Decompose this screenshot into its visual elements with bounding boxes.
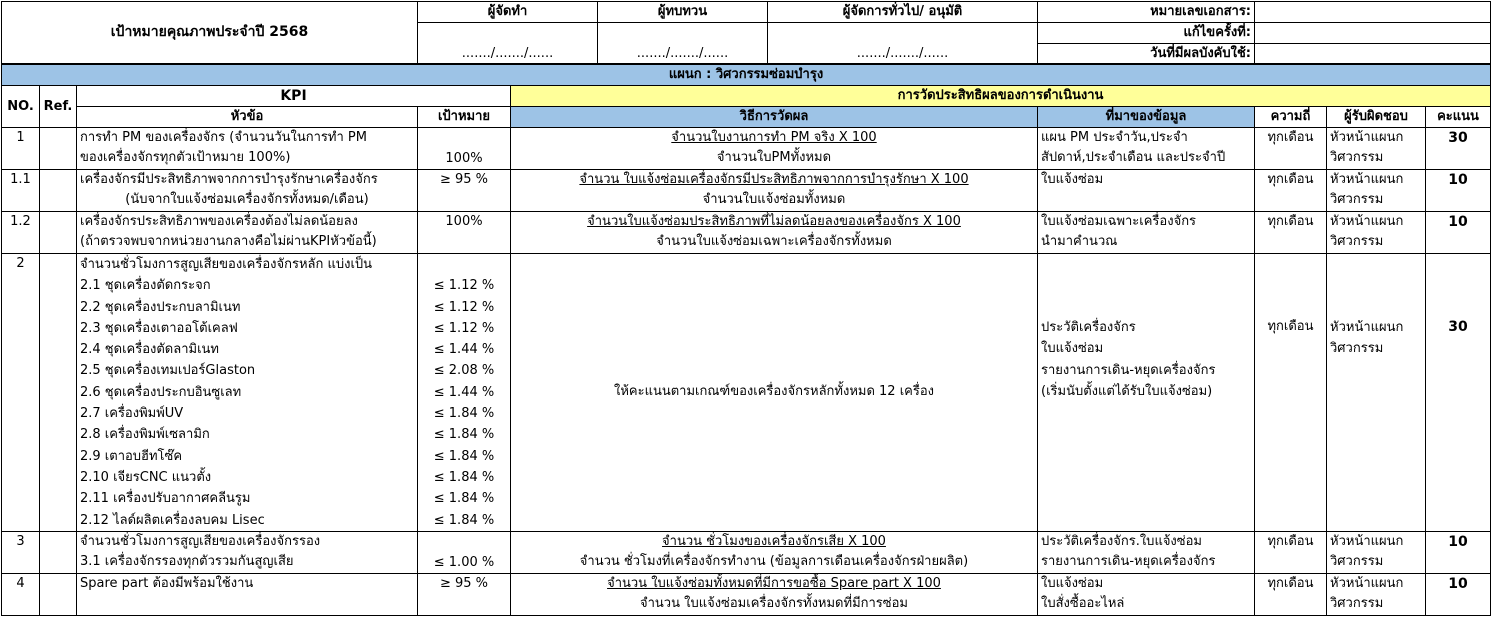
sub-item-label: 2.6 ชุดเครื่องประกบอินซูเลท <box>80 384 242 400</box>
row-score: 10 <box>1426 212 1491 254</box>
row-responsible: หัวหน้าแผนก วิศวกรรม <box>1327 531 1426 573</box>
sub-item-label: 2.8 เครื่องพิมพ์เซลามิก <box>80 427 210 443</box>
reviewed-by-label: ผู้ทบทวน <box>598 2 768 23</box>
sub-item-target: ≤ 1.12 % <box>433 320 495 336</box>
sub-item-target: ≤ 1.84 % <box>433 491 495 507</box>
row-method: จำนวน ใบแจ้งซ่อมเครื่องจักรมีประสิทธิภาพจากการบำรุงรักษา X 100 จำนวนใบแจ้งซ่อมทั้งหมด <box>511 170 1038 212</box>
row-score: 10 <box>1426 531 1491 573</box>
sub-item-label: 2.5 ชุดเครื่องเทมเปอร์Glaston <box>80 363 256 379</box>
sub-item-label: 2.3 ชุดเครื่องเตาออโต้เคลฟ <box>80 320 238 336</box>
row-responsible: หัวหน้าแผนก วิศวกรรม <box>1327 573 1426 615</box>
row-topic: เครื่องจักรมีประสิทธิภาพจากการบำรุงรักษาเครื่องจักร (นับจากใบแจ้งซ่อมเครื่องจักรทั้งหมด/เดือน) <box>77 170 418 212</box>
row-responsible: หัวหน้าแผนก วิศวกรรม <box>1327 254 1426 532</box>
table-row <box>2 573 1491 615</box>
sub-item-label: 2.1 ชุดเครื่องตัดกระจก <box>80 278 211 294</box>
row-method: จำนวน ชั่วโมงของเครื่องจักรเสีย X 100 จำนวน ชั่วโมงที่เครื่องจักรทำงาน (ข้อมูลการเดือนเครื่องจักรฝ่ายผลิต) <box>511 531 1038 573</box>
row-score: 10 <box>1426 573 1491 615</box>
row-source: ใบแจ้งซ่อมเฉพาะเครื่องจักร นำมาคำนวณ <box>1038 212 1255 254</box>
sub-item-target: ≤ 2.08 % <box>433 363 495 379</box>
row-source: ใบแจ้งซ่อม ใบสั่งซื้ออะไหล่ <box>1038 573 1255 615</box>
row-target: 100% <box>418 212 511 254</box>
row-frequency: ทุกเดือน <box>1255 254 1327 532</box>
col-frequency: ความถี่ <box>1255 107 1327 128</box>
kpi-table <box>1 64 1491 616</box>
department-banner: แผนก : วิศวกรรมซ่อมบำรุง <box>2 65 1491 86</box>
col-target: เป้าหมาย <box>418 107 511 128</box>
row-target: 100% <box>418 128 511 170</box>
sub-item-label: 2.4 ชุดเครื่องตัดลามิเนท <box>80 342 219 358</box>
col-measurement-group: การวัดประสิทธิผลของการดำเนินงาน <box>511 86 1491 107</box>
row-no: 1.1 <box>2 170 40 212</box>
reviewed-by-date: ......./......./...... <box>598 23 768 64</box>
document-title: เป้าหมายคุณภาพประจำปี 2568 <box>2 2 418 64</box>
revision-label: แก้ไขครั้งที่: <box>1038 23 1255 44</box>
row-ref <box>40 254 77 532</box>
row-method: จำนวนใบแจ้งซ่อมประสิทธิภาพที่ไม่ลดน้อยลงของเครื่องจักร X 100 จำนวนใบแจ้งซ่อมเฉพาะเครื่องจักรทั้งหมด <box>511 212 1038 254</box>
col-topic: หัวข้อ <box>77 107 418 128</box>
sub-item-target: ≤ 1.12 % <box>433 278 495 294</box>
table-row <box>2 128 1491 170</box>
effective-date-label: วันที่มีผลบังคับใช้: <box>1038 44 1255 64</box>
row-frequency: ทุกเดือน <box>1255 531 1327 573</box>
effective-date-value[interactable] <box>1255 44 1491 64</box>
sub-item-target: ≤ 1.12 % <box>433 299 495 315</box>
col-method: วิธีการวัดผล <box>511 107 1038 128</box>
row-topic: จำนวนชั่วโมงการสูญเสียของเครื่องจักรหลัก แบ่งเป็น 2.1 ชุดเครื่องตัดกระจก 2.2 ชุดเครื่องประกบลามิเนท 2.3 ชุดเครื่องเตาออโต้เคลฟ 2.4 ชุดเครื่องตัดลามิเนท 2.5 ชุดเครื่องเทมเปอร์Glaston 2.6 ชุดเครื่องประกบอินซูเลท 2.7 เครื่องพิมพ์UV 2.8 เครื่องพิมพ์เซลามิก 2.9 เตาอบฮีทโซ๊ค 2.10 เจียรCNC แนวตั้ง 2.11 เครื่องปรับอากาศคลีนรูม 2.12 ไลด์ผลิตเครื่องลบคม Lisec <box>77 254 418 532</box>
row-score: 30 <box>1426 128 1491 170</box>
table-row <box>2 254 1491 532</box>
sub-item-label: 2.7 เครื่องพิมพ์UV <box>80 406 184 422</box>
table-row <box>2 212 1491 254</box>
sub-item-label: 2.9 เตาอบฮีทโซ๊ค <box>80 448 183 464</box>
row-no: 3 <box>2 531 40 573</box>
row-target: ≥ 95 % <box>418 573 511 615</box>
row-score: 10 <box>1426 170 1491 212</box>
row-source: ใบแจ้งซ่อม <box>1038 170 1255 212</box>
row-target <box>418 254 511 532</box>
col-kpi: KPI <box>77 86 511 107</box>
row-source: แผน PM ประจำวัน,ประจำ สัปดาห์,ประจำเดือน และประจำปี <box>1038 128 1255 170</box>
row-ref <box>40 573 77 615</box>
revision-value[interactable] <box>1255 23 1491 44</box>
row-responsible: หัวหน้าแผนก วิศวกรรม <box>1327 212 1426 254</box>
col-source: ที่มาของข้อมูล <box>1038 107 1255 128</box>
col-no: NO. <box>2 86 40 128</box>
col-responsible: ผู้รับผิดชอบ <box>1327 107 1426 128</box>
row-topic: เครื่องจักรประสิทธิภาพของเครื่องต้องไม่ลดน้อยลง (ถ้าตรวจพบจากหน่วยงานกลางคือไม่ผ่านKPIหัวข้อนี้) <box>77 212 418 254</box>
sub-item-label: 2.11 เครื่องปรับอากาศคลีนรูม <box>80 491 251 507</box>
sub-item-target: ≤ 1.84 % <box>433 406 495 422</box>
row-target: ≥ 95 % <box>418 170 511 212</box>
row-no: 1 <box>2 128 40 170</box>
row-ref <box>40 531 77 573</box>
doc-number-value[interactable] <box>1255 2 1491 23</box>
header-table <box>1 1 1491 64</box>
col-score: คะแนน <box>1426 107 1491 128</box>
row-ref <box>40 212 77 254</box>
row-frequency: ทุกเดือน <box>1255 212 1327 254</box>
table-row <box>2 531 1491 573</box>
sub-item-label: 2.10 เจียรCNC แนวตั้ง <box>80 469 212 485</box>
approved-by-label: ผู้จัดการทั่วไป/ อนุมัติ <box>768 2 1038 23</box>
row-responsible: หัวหน้าแผนก วิศวกรรม <box>1327 128 1426 170</box>
sub-item-target: ≤ 1.84 % <box>433 427 495 443</box>
col-ref: Ref. <box>40 86 77 128</box>
row-score: 30 <box>1426 254 1491 532</box>
row-no: 4 <box>2 573 40 615</box>
sub-item-target: ≤ 1.84 % <box>433 448 495 464</box>
sub-item-label: 2.12 ไลด์ผลิตเครื่องลบคม Lisec <box>80 512 265 528</box>
row-topic: Spare part ต้องมีพร้อมใช้งาน <box>77 573 418 615</box>
row-method: ให้คะแนนตามเกณฑ์ของเครื่องจักรหลักทั้งหมด 12 เครื่อง <box>511 254 1038 532</box>
prepared-by-label: ผู้จัดทำ <box>418 2 598 23</box>
row-frequency: ทุกเดือน <box>1255 170 1327 212</box>
row-source: ประวัติเครื่องจักร.ใบแจ้งซ่อม รายงานการเดิน-หยุดเครื่องจักร <box>1038 531 1255 573</box>
sub-item-target: ≤ 1.44 % <box>433 342 495 358</box>
row-responsible: หัวหน้าแผนก วิศวกรรม <box>1327 170 1426 212</box>
table-row <box>2 170 1491 212</box>
row-method: จำนวนใบงานการทำ PM จริง X 100 จำนวนใบPMทั้งหมด <box>511 128 1038 170</box>
row-topic: จำนวนชั่วโมงการสูญเสียของเครื่องจักรรอง 3.1 เครื่องจักรรองทุกตัวรวมกันสูญเสีย <box>77 531 418 573</box>
row-ref <box>40 170 77 212</box>
row-method: จำนวน ใบแจ้งซ่อมทั้งหมดที่มีการขอซื้อ Spare part X 100 จำนวน ใบแจ้งซ่อมเครื่องจักรทั้งหมดที่มีการซ่อม <box>511 573 1038 615</box>
row-no: 2 <box>2 254 40 532</box>
row-topic: การทำ PM ของเครื่องจักร (จำนวนวันในการทำ PM ของเครื่องจักรทุกตัวเป้าหมาย 100%) <box>77 128 418 170</box>
sub-item-target: ≤ 1.44 % <box>433 384 495 400</box>
sub-item-target: ≤ 1.84 % <box>433 512 495 528</box>
approved-by-date: ......./......./...... <box>768 23 1038 64</box>
prepared-by-date: ......./......./...... <box>418 23 598 64</box>
row-source: ประวัติเครื่องจักร ใบแจ้งซ่อม รายงานการเดิน-หยุดเครื่องจักร (เริ่มนับตั้งแต่ได้รับใบแจ้งซ่อม) <box>1038 254 1255 532</box>
doc-number-label: หมายเลขเอกสาร: <box>1038 2 1255 23</box>
sub-item-label: 2.2 ชุดเครื่องประกบลามิเนท <box>80 299 241 315</box>
row-ref <box>40 128 77 170</box>
row-target: ≤ 1.00 % <box>418 531 511 573</box>
row-frequency: ทุกเดือน <box>1255 128 1327 170</box>
row-no: 1.2 <box>2 212 40 254</box>
sub-item-target: ≤ 1.84 % <box>433 469 495 485</box>
row-frequency: ทุกเดือน <box>1255 573 1327 615</box>
